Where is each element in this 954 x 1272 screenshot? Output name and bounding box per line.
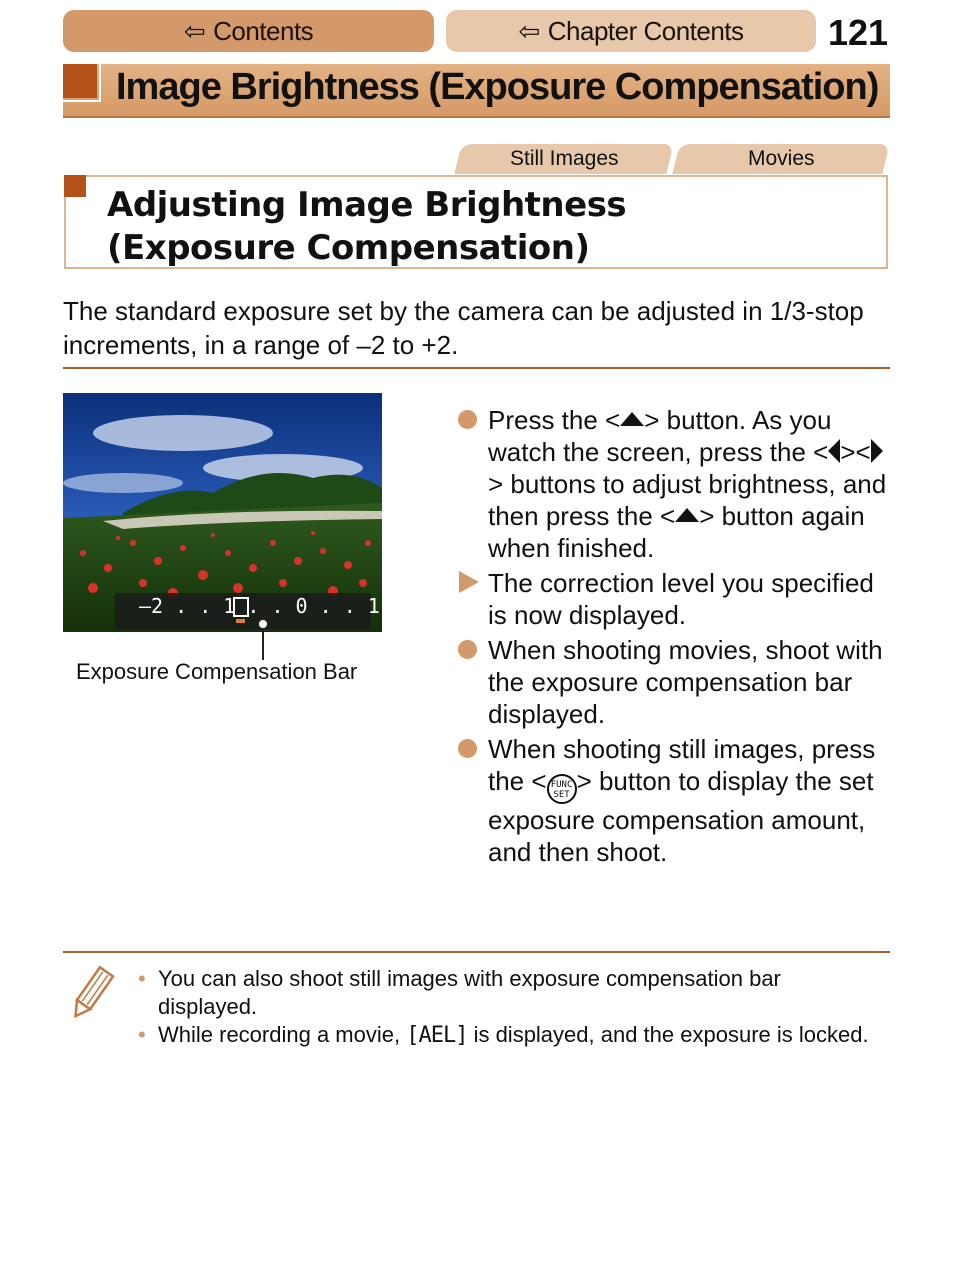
step-text: > button. As you watch the screen, press the < <box>488 405 832 467</box>
chapter-contents-label: Chapter Contents <box>547 15 744 46</box>
section-title-line2: (Exposure Compensation) <box>107 228 590 268</box>
step-text: > buttons to adjust brightness, and then press the < <box>488 469 887 531</box>
tab-movies <box>672 144 889 174</box>
pencil-icon <box>68 965 114 1023</box>
step-result <box>456 567 896 631</box>
section-square-icon <box>64 175 86 197</box>
step-text: >< <box>840 437 871 467</box>
section-title <box>107 184 626 270</box>
ael-icon: [AEL] <box>406 1023 468 1048</box>
callout-dot <box>257 618 269 630</box>
set-label: SET <box>553 790 570 800</box>
step-item <box>456 634 896 730</box>
sample-photo <box>63 393 441 632</box>
note-text: is displayed, and the exposure is locked. <box>467 1022 869 1047</box>
func-label: FUNC <box>550 780 573 790</box>
title-square-frame <box>63 64 101 102</box>
arrow-left-icon: ⇦ <box>518 15 540 46</box>
chapter-contents-button[interactable] <box>446 10 816 52</box>
up-button-icon <box>675 508 699 522</box>
result-arrow-icon <box>459 571 479 593</box>
notes-list <box>136 965 876 1050</box>
step-text: The correction level you specified is now displayed. <box>488 568 874 630</box>
note-item <box>136 965 876 1021</box>
contents-button[interactable] <box>63 10 434 52</box>
contents-label: Contents <box>213 15 314 46</box>
note-text: While recording a movie, <box>158 1022 407 1047</box>
section-title-line1: Adjusting Image Brightness <box>107 185 627 225</box>
page-title: Image Brightness (Exposure Compensation) <box>116 66 879 108</box>
bullet-icon <box>458 410 477 429</box>
step-text: When shooting movies, shoot with the exposure compensation bar displayed. <box>488 635 883 729</box>
note-item <box>136 1021 876 1050</box>
step-text: When shooting still images, press the < <box>488 734 876 796</box>
divider <box>63 367 890 369</box>
right-button-icon <box>871 439 883 463</box>
note-text: You can also shoot still images with exposure compensation bar displayed. <box>158 966 781 1019</box>
bullet-icon <box>458 640 477 659</box>
divider <box>63 951 890 953</box>
step-text: Press the < <box>488 405 621 435</box>
tab-still-images-label: Still Images <box>509 147 619 170</box>
tab-movies-label: Movies <box>747 147 815 170</box>
left-button-icon <box>828 439 840 463</box>
page-number: 121 <box>828 12 889 53</box>
intro-paragraph: The standard exposure set by the camera can be adjusted in 1/3-stop increments, in a range of –2 to +2. <box>63 296 864 360</box>
exposure-scale: –2 . . 1 . . 0 . . 1 . +2 <box>139 594 441 618</box>
up-button-icon <box>620 412 644 426</box>
step-item <box>456 404 896 564</box>
step-item <box>456 733 896 868</box>
step-text: > button again when finished. <box>488 501 865 563</box>
step-text: > button to display the set exposure compensation amount, and then shoot. <box>488 766 874 867</box>
bullet-icon <box>458 739 477 758</box>
bullet-dot-icon: • <box>138 966 146 991</box>
bullet-dot-icon: • <box>138 1022 146 1047</box>
figure-caption: Exposure Compensation Bar <box>76 659 358 684</box>
tab-still-images <box>454 144 673 174</box>
arrow-left-icon: ⇦ <box>183 15 206 46</box>
step-list <box>456 404 896 871</box>
func-set-button-icon <box>547 774 577 804</box>
